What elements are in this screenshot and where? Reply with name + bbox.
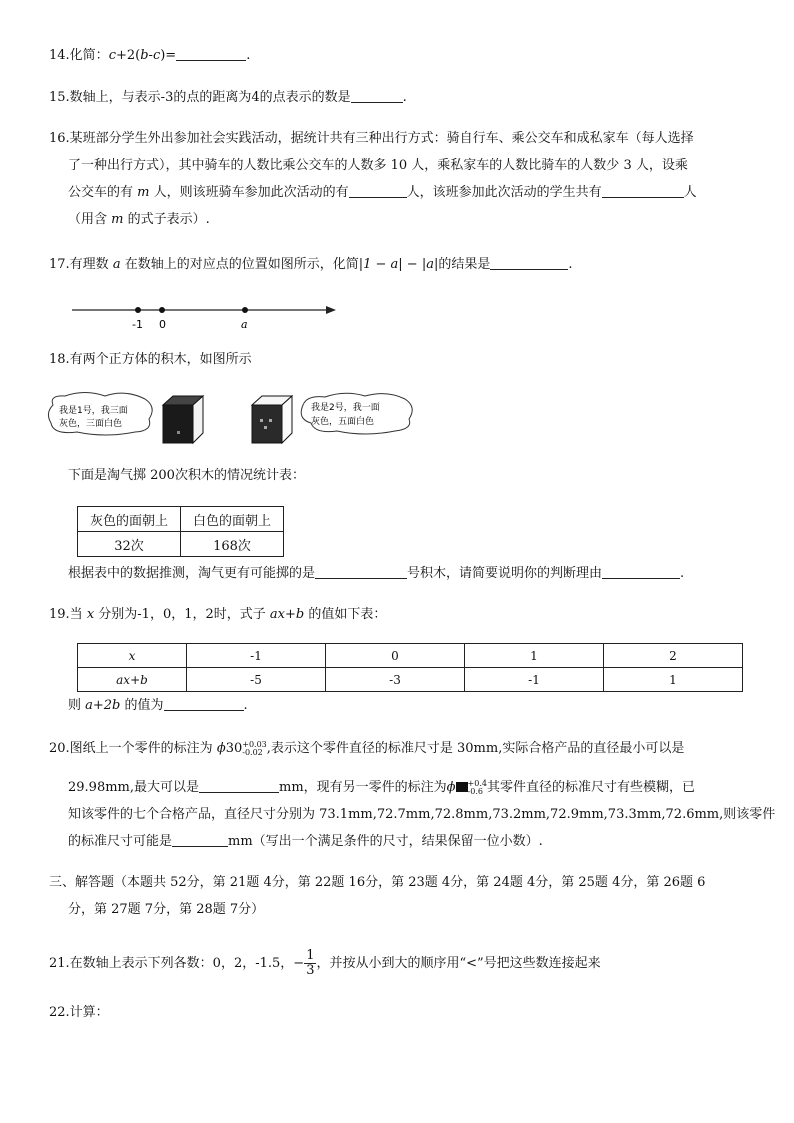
table-cell: 1 — [465, 644, 604, 668]
question-16-line4: （用含 m 的式子表示）. — [68, 212, 210, 227]
question-19: 19.当 x 分别为-1，0，1，2时，式子 ax+b 的值如下表： — [49, 607, 387, 622]
table-row — [78, 644, 743, 668]
arrow-icon — [326, 306, 336, 314]
bubble-2-text-2: 灰色，五面白色 — [311, 417, 375, 427]
question-19-answer: 则 a+2b 的值为 . — [68, 698, 248, 713]
answer-blank[interactable] — [176, 47, 246, 61]
cube-2-front — [252, 405, 282, 443]
fraction: $\frac{1}{3}$ — [306, 948, 315, 978]
label-zero: 0 — [159, 318, 166, 331]
question-20-line3: 知该零件的七个合格产品，直径尺寸分别为 73.1mm,72.7mm,72.8mm,73.2mm,72.9mm,73.3mm,72.6mm,则该零件 — [68, 807, 776, 822]
question-16-line2: 了一种出行方式），其中骑车的人数比乘公交车的人数多 10 人，乘私家车的人数比骑车的人数少 3 人，设乘 — [68, 158, 688, 173]
table-row — [78, 507, 284, 532]
label-a: a — [241, 318, 248, 331]
cube-2-dot — [260, 419, 263, 422]
answer-blank[interactable] — [349, 184, 407, 198]
cube-2-dot — [264, 426, 267, 429]
label-minus-one: -1 — [132, 318, 143, 331]
answer-blank[interactable] — [490, 256, 568, 270]
answer-blank[interactable] — [315, 565, 407, 579]
table-header-cell: 白色的面朝上 — [181, 507, 284, 532]
question-14: 14.化简：c+2(b-c)= . — [49, 48, 251, 63]
table-cell: 0 — [326, 644, 465, 668]
table-cell: -3 — [326, 668, 465, 692]
number-line-figure — [68, 298, 343, 332]
dice-figure — [45, 391, 420, 451]
question-18-conclusion: 根据表中的数据推测，淘气更有可能掷的是 号积木，请简要说明你的判断理由 . — [68, 566, 685, 581]
answer-blank[interactable] — [602, 565, 680, 579]
question-17: 17.有理数 a 在数轴上的对应点的位置如图所示，化简|1 − a| − |a|的结果是 . — [49, 257, 573, 272]
stats-table — [77, 506, 284, 557]
table-header-cell: 灰色的面朝上 — [78, 507, 181, 532]
bubble-2-text-1: 我是2号，我一面 — [311, 403, 380, 413]
question-16-line3: 公交车的有 m 人，则该班骑车参加此次活动的有 人，该班参加此次活动的学生共有 人 — [68, 185, 697, 200]
question-20-line2: 29.98mm,最大可以是 mm，现有另一零件的标注为ϕ +0.4 -0.6 其零件直径的标准尺寸有些模糊，已 — [68, 779, 695, 796]
section-heading-line2: 分，第 27题 7分，第 28题 7分） — [68, 902, 265, 917]
table-cell: -5 — [187, 668, 326, 692]
question-18-intro: 下面是淘气掷 200次积木的情况统计表： — [68, 468, 305, 483]
cube-1-dot — [177, 431, 180, 434]
table-cell: 1 — [604, 668, 743, 692]
speech-bubble-2 — [301, 393, 412, 434]
question-20-line1: 20.图纸上一个零件的标注为 ϕ30 +0.03 -0.02 ,表示这个零件直径的标准尺寸是 30mm,实际合格产品的直径最小可以是 — [49, 740, 685, 757]
answer-blank[interactable] — [172, 833, 228, 847]
answer-blank[interactable] — [602, 184, 684, 198]
cube-2-dot — [269, 419, 272, 422]
blurred-size-box — [456, 782, 468, 792]
bubble-1-text-2: 灰色，三面白色 — [59, 419, 123, 429]
section-heading: 三、解答题（本题共 52分，第 21题 4分，第 22题 16分，第 23题 4分，第 24题 4分，第 25题 4分，第 26题 6 — [49, 875, 706, 890]
answer-blank[interactable] — [164, 697, 244, 711]
question-18-title: 18.有两个正方体的积木，如图所示 — [49, 352, 252, 367]
point-minus-one — [135, 307, 141, 313]
table-cell: ax+b — [78, 668, 187, 692]
answer-blank[interactable] — [199, 779, 279, 793]
question-21: 21.在数轴上表示下列各数：0，2，-1.5，− $\frac{1}{3}$ ，并按从小到大的顺序用“<”号把这些数连接起来 — [49, 948, 601, 978]
table-cell: x — [78, 644, 187, 668]
table-cell: 32次 — [78, 532, 181, 557]
cube-1-front — [163, 405, 193, 443]
cube-2-side — [282, 396, 292, 443]
table-cell: 168次 — [181, 532, 284, 557]
tolerance: +0.03 -0.02 — [242, 740, 267, 757]
table-row — [78, 532, 284, 557]
table-cell: -1 — [187, 644, 326, 668]
bubble-1-text-1: 我是1号，我三面 — [59, 406, 128, 416]
question-16-line1: 16.某班部分学生外出参加社会实践活动，据统计共有三种出行方式：骑自行车、乘公交车和成私家车（每人选择 — [49, 131, 694, 146]
cube-1-side — [193, 396, 203, 443]
point-a — [242, 307, 248, 313]
values-table — [77, 643, 743, 692]
table-cell: -1 — [465, 668, 604, 692]
question-20-line4: 的标准尺寸可能是 mm（写出一个满足条件的尺寸，结果保留一位小数）. — [68, 834, 543, 849]
point-zero — [159, 307, 165, 313]
table-cell: 2 — [604, 644, 743, 668]
tolerance: +0.4 -0.6 — [467, 779, 487, 796]
question-15: 15.数轴上，与表示-3的点的距离为4的点表示的数是 . — [49, 90, 407, 105]
question-22: 22.计算： — [49, 1005, 109, 1020]
answer-blank[interactable] — [351, 89, 403, 103]
table-row — [78, 668, 743, 692]
